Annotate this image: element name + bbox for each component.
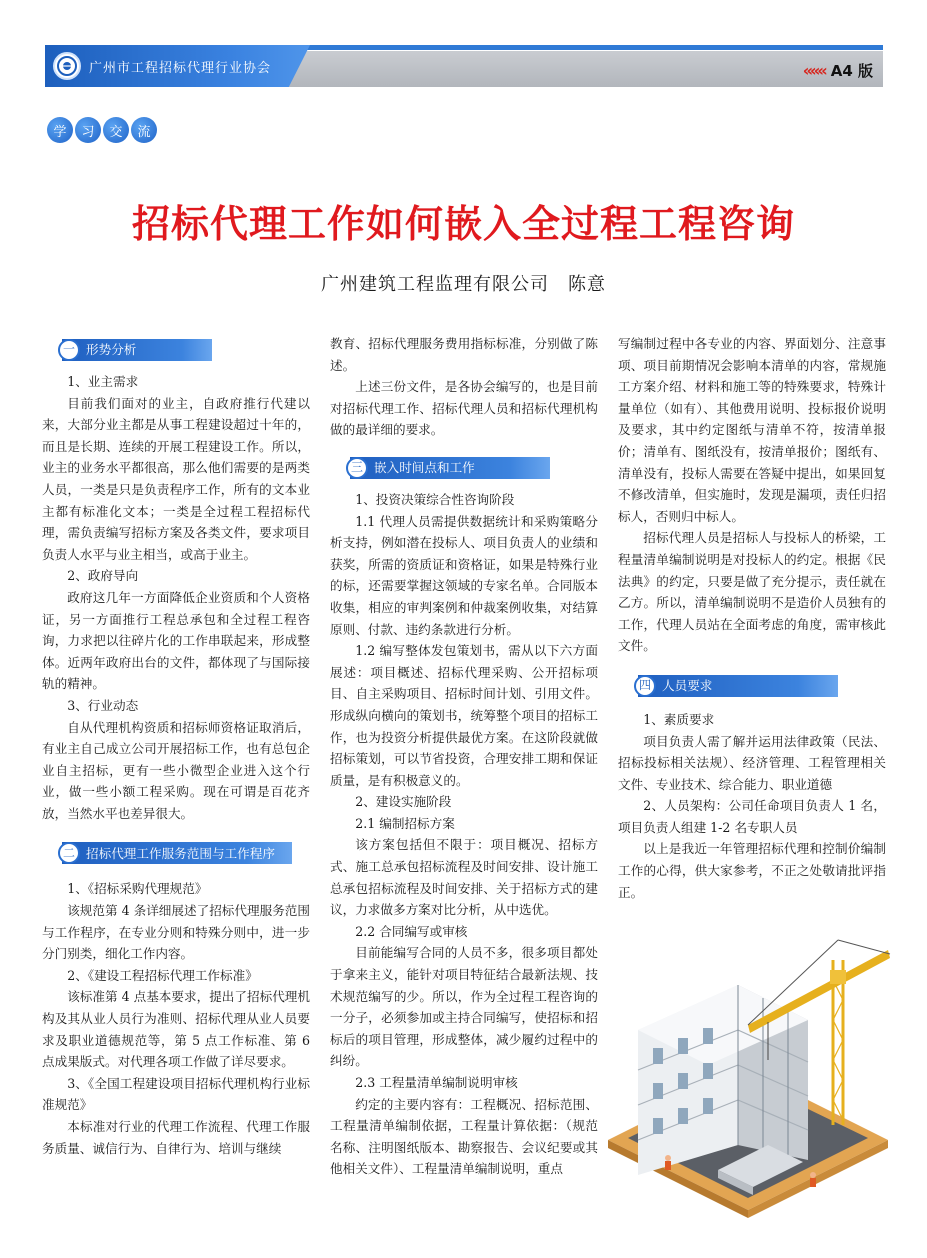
subheading: 1、素质要求 — [643, 711, 715, 727]
paragraph: 该方案包括但不限于：项目概况、招标方式、施工总承包招标流程及时间安排、设计施工总承包招标流程及时间安排、关于招标方式的建议，力求做多方案对比分析，从中选优。 — [330, 837, 598, 918]
paragraph: 本标准对行业的代理工作流程、代理工作服务质量、诚信行为、自律行为、培训与继续 — [42, 1119, 310, 1156]
subheading: 2.2 合同编写或审核 — [355, 923, 468, 939]
association-name: 广州市工程招标代理行业协会 — [89, 61, 272, 76]
section-title: 人员要求 — [662, 678, 713, 694]
section-title: 嵌入时间点和工作 — [374, 460, 475, 476]
subheading: 2.3 工程量清单编制说明审核 — [355, 1075, 518, 1090]
section-number: 二 — [58, 842, 80, 864]
paragraph: 上述三份文件，是各协会编写的，也是目前对招标代理工作、招标代理人员和招标代理机构做的最详细的要求。 — [330, 379, 598, 438]
section-title: 招标代理工作服务范围与工作程序 — [86, 845, 275, 861]
subheading: 2、政府导向 — [67, 568, 139, 584]
paragraph: 自从代理机构资质和招标师资格证取消后，有业主自己成立公司开展招标工作，也有总包企业自主招标，更有一些小微型企业进入这个行业，做一些小额工程采购。现在可谓是百花齐放，当然水平也差异很大。 — [42, 719, 310, 821]
subheading: 1、业主需求 — [67, 374, 139, 389]
subheading: 1、《招标采购代理规范》 — [67, 881, 208, 897]
paragraph: 1.1 代理人员需提供数据统计和采购策略分析支持，例如潜在投标人、项目负责人的业绩和获奖，所需的资质证和资格证，如果是特殊行业的标，还需要掌握这领域的专家名单。合同版本收集，相应的审判案例和仲裁案例收集，对结算原则、付款、违约条款进行分析。 — [330, 513, 598, 637]
construction-site-illustration — [598, 930, 898, 1220]
column-category-pills — [47, 117, 157, 143]
masthead-topline — [275, 45, 883, 50]
article-column-3 — [618, 333, 886, 903]
pill-char: 学 — [47, 117, 73, 143]
subheading: 2、人员架构：公司任命项目负责人 1 名，项目负责人组建 1-2 名专职人员 — [618, 798, 886, 835]
paragraph: 目前能编写合同的人员不多，很多项目都处于拿来主义，能针对项目特征结合最新法规、技术规范编写的少。所以，作为全过程工程咨询的一分子，必须参加或主持合同编写，使招标和招标后的项目管理，形成整体，减少履约过程中的纠纷。 — [330, 945, 598, 1069]
paragraph: 该标准第 4 点基本要求，提出了招标代理机构及其从业人员行为准则、招标代理从业人员要求及职业道德规范等，第 5 点工作标准、第 6 点成果版式。对代理各项工作做了详尽要求。 — [42, 989, 310, 1070]
subheading: 2.1 编制招标方案 — [355, 815, 455, 831]
section-number: 一 — [58, 339, 80, 361]
masthead-gray-band — [283, 51, 883, 87]
paragraph: 招标代理人员是招标人与投标人的桥梁，工程量清单编制说明是对投标人的约定。根据《民法典》的约定，只要是做了充分提示，责任就在乙方。所以，清单编制说明不是造价人员独有的工作，代理人员站在全面考虑的角度，需审核此文件。 — [618, 530, 886, 654]
edition-arrows-icon: ««« — [802, 61, 825, 80]
paragraph: 项目负责人需了解并运用法律政策（民法、招标投标相关法规）、经济管理、工程管理相关文件、专业技术、综合能力、职业道德 — [618, 733, 886, 792]
pill-char: 习 — [75, 117, 101, 143]
section-number: 三 — [346, 457, 368, 479]
pill-char: 交 — [103, 117, 129, 143]
section-heading-bar — [62, 339, 212, 361]
section-title: 形势分析 — [86, 342, 137, 358]
paragraph: 目前我们面对的业主，自政府推行代建以来，大部分业主都是从事工程建设超过十年的，而且是长期、连续的开展工程建设工作。所以，业主的业务水平都很高，那么他们需要的是两类人员，一类是只是负责程序工作，所有的文本业主都有标准化文本；一类是全过程工程招标代理，需负责编写招标方案及各类文件，要求项目负责人水平与业主相当，或高于业主。 — [42, 395, 310, 562]
edition-text: A4 版 — [830, 62, 873, 80]
paragraph: 写编制过程中各专业的内容、界面划分、注意事项、项目前期情况会影响本清单的内容，常规施工方案介绍、材料和施工等的特殊要求，特殊计量单位（如有）、其他费用说明、投标报价说明及要求，其中约定图纸与清单不符，按清单报价；清单有、图纸没有，按清单报价；图纸有、清单没有，投标人需要在答疑中提出，如果回复不修改清单，但实施时，发现是漏项，责任归招标人，否则归中标人。 — [618, 336, 886, 524]
subheading: 3、《全国工程建设项目招标代理机构行业标准规范》 — [42, 1075, 310, 1113]
section-heading-1 — [62, 339, 212, 361]
section-heading-2 — [62, 842, 292, 864]
paragraph: 约定的主要内容有：工程概况、招标范围、工程量清单编制依据，工程量计算依据：（规范名称、注明图纸版本、勘察报告、会议纪要或其他相关文件）、工程量清单编制说明，重点 — [330, 1096, 598, 1177]
paragraph: 以上是我近一年管理招标代理和控制价编制工作的心得，供大家参考，不正之处敬请批评指正。 — [618, 841, 886, 900]
paragraph: 政府这几年一方面降低企业资质和个人资格证，另一方面推行工程总承包和全过程工程咨询，力求把以往碎片化的工作串联起来，形成整体。近两年政府出台的文件，都体现了与国际接轨的精神。 — [42, 589, 310, 692]
article-column-1 — [42, 333, 310, 1159]
association-logo-icon — [53, 52, 81, 80]
section-heading-4 — [638, 675, 838, 697]
paragraph: 教育、招标代理服务费用指标标准，分别做了陈述。 — [330, 336, 598, 373]
article-title: 招标代理工作如何嵌入全过程工程咨询 — [131, 202, 795, 246]
article-column-2 — [330, 333, 598, 1180]
edition-label — [803, 60, 873, 81]
section-heading-3 — [350, 457, 550, 479]
masthead — [45, 45, 883, 87]
subheading: 2、《建设工程招标代理工作标准》 — [67, 967, 258, 983]
paragraph: 1.2 编写整体发包策划书，需从以下六方面展述：项目概述、招标代理采购、公开招标项目、自主采购项目、招标时间计划、引用文件。形成纵向横向的策划书，统筹整个项目的招标工作，也为投资分析提供最优方案。在这阶段就做招标策划，可以节省投资，合理安排工期和保证质量，是有积极意义的。 — [330, 643, 598, 788]
paragraph: 该规范第 4 条详细展述了招标代理服务范围与工作程序，在专业分则和特殊分则中，进一步分门别类，细化工作内容。 — [42, 903, 310, 962]
pill-char: 流 — [131, 117, 157, 143]
section-number: 四 — [634, 675, 656, 697]
subheading: 2、建设实施阶段 — [355, 794, 452, 810]
subheading: 3、行业动态 — [67, 697, 139, 713]
article-byline: 广州建筑工程监理有限公司 陈意 — [321, 274, 606, 295]
subheading: 1、投资决策综合性咨询阶段 — [355, 491, 515, 507]
